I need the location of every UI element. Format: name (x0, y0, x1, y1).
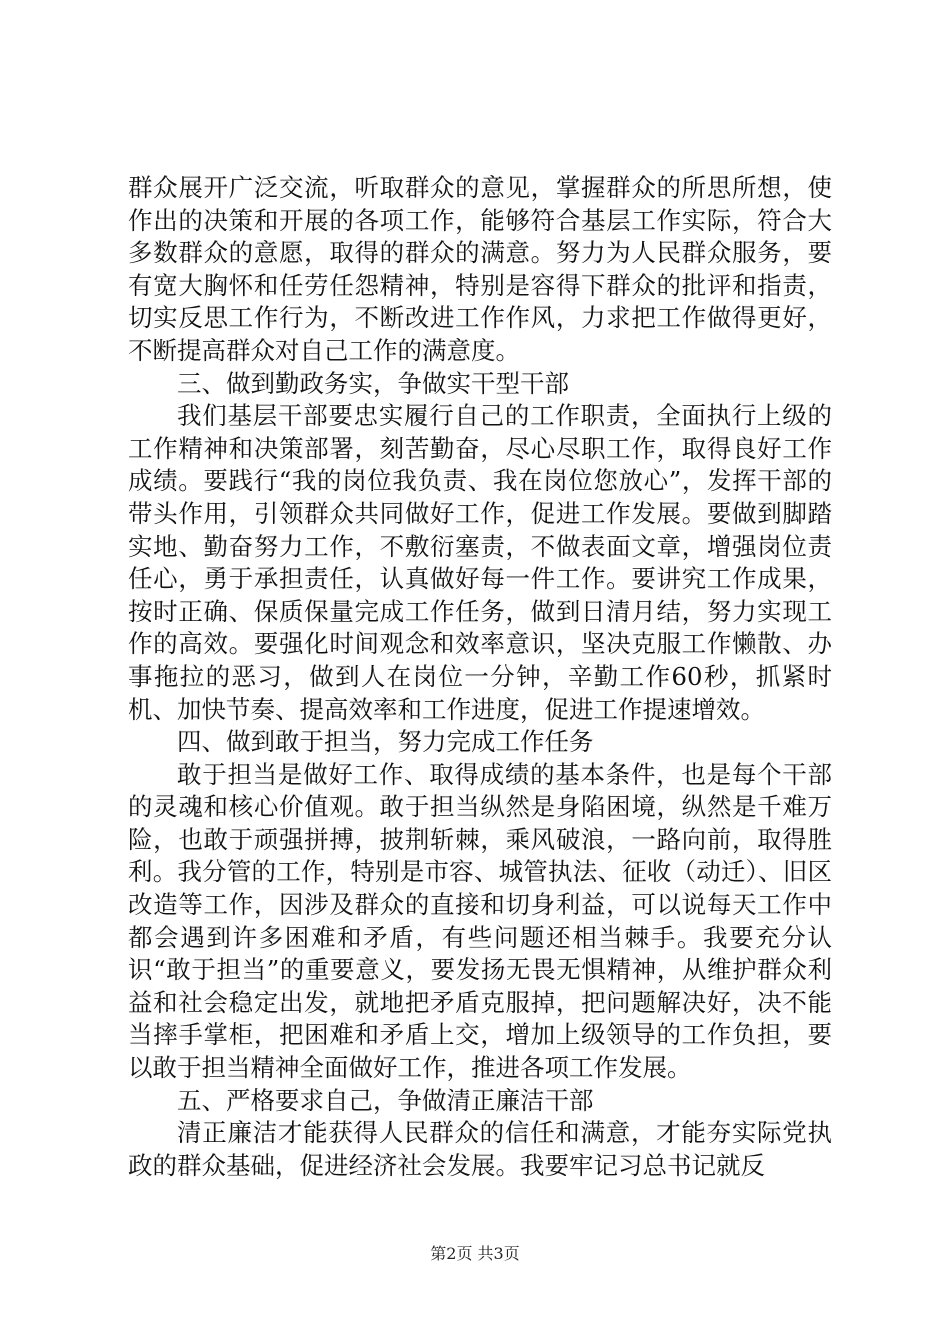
section-heading-3: 三、做到勤政务实，争做实干型干部 (177, 368, 569, 398)
document-body (128, 172, 832, 1182)
section-heading-4: 四、做到敢于担当，努力完成工作任务 (177, 727, 594, 757)
paragraph-1: 群众展开广泛交流，听取群众的意见，掌握群众的所思所想，使作出的决策和开展的各项工作，能够符合基层工作实际，符合大多数群众的意愿，取得的群众的满意。努力为人民群众服务，要有宽大胸怀和任劳任怨精神，特别是容得下群众的批评和指责，切实反思工作行为，不断改进工作作风，力求把工作做得更好，不断提高群众对自己工作的满意度。 (128, 173, 832, 365)
section-heading-5: 五、严格要求自己，争做清正廉洁干部 (177, 1085, 594, 1115)
paragraph-2: 我们基层干部要忠实履行自己的工作职责，全面执行上级的工作精神和决策部署，刻苦勤奋，尽心尽职工作，取得良好工作成绩。要践行“我的岗位我负责、我在岗位您放心”，发挥干部的带头作用，引领群众共同做好工作，促进工作发展。要做到脚踏实地、勤奋努力工作，不敷衍塞责，不做表面文章，增强岗位责任心，勇于承担责任，认真做好每一件工作。要讲究工作成果，按时正确、保质保量完成工作任务，做到日清月结，努力实现工作的高效。要强化时间观念和效率意识，坚决克服工作懒散、办事拖拉的恶习，做到人在岗位一分钟，辛勤工作60秒，抓紧时机、加快节奏、提高效率和工作进度，促进工作提速增效。 (128, 401, 832, 724)
paragraph-3: 敢于担当是做好工作、取得成绩的基本条件，也是每个干部的灵魂和核心价值观。敢于担当纵然是身陷困境，纵然是千难万险，也敢于顽强拼搏，披荆斩棘，乘风破浪，一路向前，取得胜利。我分管的工作，特别是市容、城管执法、征收（动迁）、旧区改造等工作，因涉及群众的直接和切身利益，可以说每天工作中都会遇到许多困难和矛盾，有些问题还相当棘手。我要充分认识“敢于担当”的重要意义，要发扬无畏无惧精神，从维护群众利益和社会稳定出发，就地把矛盾克服掉，把问题解决好，决不能当摔手掌柜，把困难和矛盾上交，增加上级领导的工作负担，要以敢于担当精神全面做好工作，推进各项工作发展。 (128, 759, 832, 1083)
paragraph-4: 清正廉洁才能获得人民群众的信任和满意，才能夯实际党执政的群众基础，促进经济社会发展。我要牢记习总书记就反 (128, 1118, 832, 1180)
page-footer: 第2页 共3页 (430, 1244, 520, 1263)
